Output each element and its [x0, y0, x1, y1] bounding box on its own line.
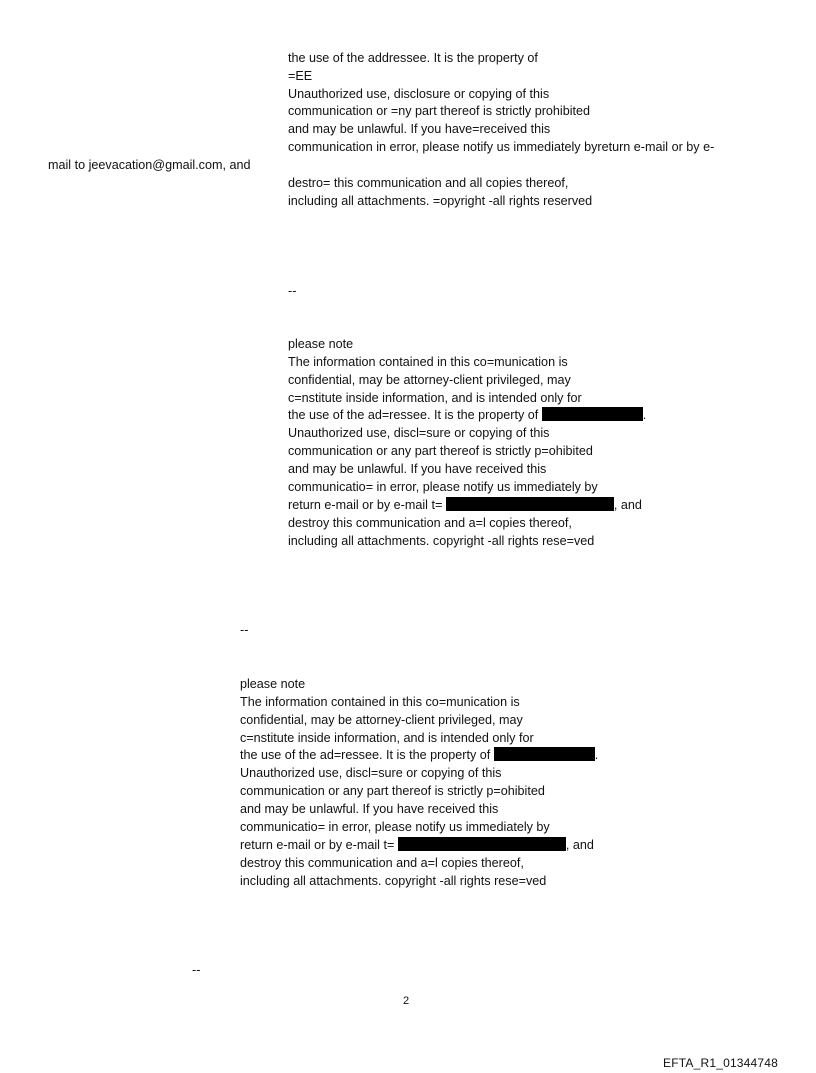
- text-line: Unauthorized use, discl=sure or copying of this: [240, 766, 502, 780]
- redaction-bar: [446, 497, 614, 511]
- text-line: please note: [240, 677, 306, 691]
- text-line: destroy this communication and a=l copies thereof,: [288, 516, 572, 530]
- text-line: and may be unlawful. If you have received this: [288, 462, 547, 476]
- text-line: Unauthorized use, disclosure or copying of this: [288, 87, 550, 101]
- text-line: communicatio= in error, please notify us immediately by: [240, 820, 550, 834]
- text-line: and may be unlawful. If you have=received this: [288, 122, 551, 136]
- text-line-with-redaction: [240, 836, 594, 854]
- redaction-bar: [494, 747, 595, 761]
- text-line: =EE: [288, 69, 313, 83]
- text-line-with-redaction: [288, 496, 642, 514]
- bates-number: EFTA_R1_01344748: [663, 1056, 779, 1070]
- text-line: and may be unlawful. If you have received this: [240, 802, 499, 816]
- text-segment: .: [594, 748, 599, 762]
- text-segment: the use of the ad=ressee. It is the property of: [288, 408, 539, 422]
- text-line: communication or any part thereof is strictly p=ohibited: [240, 784, 545, 798]
- separator: --: [240, 623, 249, 637]
- text-line: destro= this communication and all copies thereof,: [288, 176, 569, 190]
- text-segment: the use of the ad=ressee. It is the property of: [240, 748, 491, 762]
- text-line: including all attachments. copyright -all rights rese=ved: [288, 534, 595, 548]
- text-line: please note: [288, 337, 354, 351]
- separator: --: [192, 963, 201, 977]
- text-segment: return e-mail or by e-mail t=: [240, 838, 395, 852]
- text-line: including all attachments. =opyright -all rights reserved: [288, 194, 593, 208]
- text-line: including all attachments. copyright -all rights rese=ved: [240, 874, 547, 888]
- redaction-bar: [542, 407, 643, 421]
- text-line: communication or =ny part thereof is strictly prohibited: [288, 104, 591, 118]
- text-segment: .: [642, 408, 647, 422]
- separator: --: [288, 284, 297, 298]
- text-line-with-redaction: [240, 746, 598, 764]
- text-segment: return e-mail or by e-mail t=: [288, 498, 443, 512]
- text-segment: , and: [613, 498, 642, 512]
- text-line: communication or any part thereof is strictly p=ohibited: [288, 444, 593, 458]
- text-line: confidential, may be attorney-client privileged, may: [240, 713, 523, 727]
- text-segment: , and: [565, 838, 594, 852]
- redaction-bar: [398, 837, 566, 851]
- text-line: mail to jeevacation@gmail.com, and: [48, 158, 251, 172]
- text-line: The information contained in this co=munication is: [288, 355, 568, 369]
- text-line: The information contained in this co=munication is: [240, 695, 520, 709]
- text-line: destroy this communication and a=l copies thereof,: [240, 856, 524, 870]
- text-line: Unauthorized use, discl=sure or copying of this: [288, 426, 550, 440]
- text-line-with-redaction: [288, 406, 646, 424]
- text-line: the use of the addressee. It is the property of: [288, 51, 538, 65]
- text-line: confidential, may be attorney-client privileged, may: [288, 373, 571, 387]
- text-line: communicatio= in error, please notify us immediately by: [288, 480, 598, 494]
- page-number: 2: [403, 995, 410, 1007]
- text-line: c=nstitute inside information, and is intended only for: [240, 731, 534, 745]
- text-line: communication in error, please notify us immediately byreturn e-mail or by e-: [288, 140, 715, 154]
- text-line: c=nstitute inside information, and is intended only for: [288, 391, 582, 405]
